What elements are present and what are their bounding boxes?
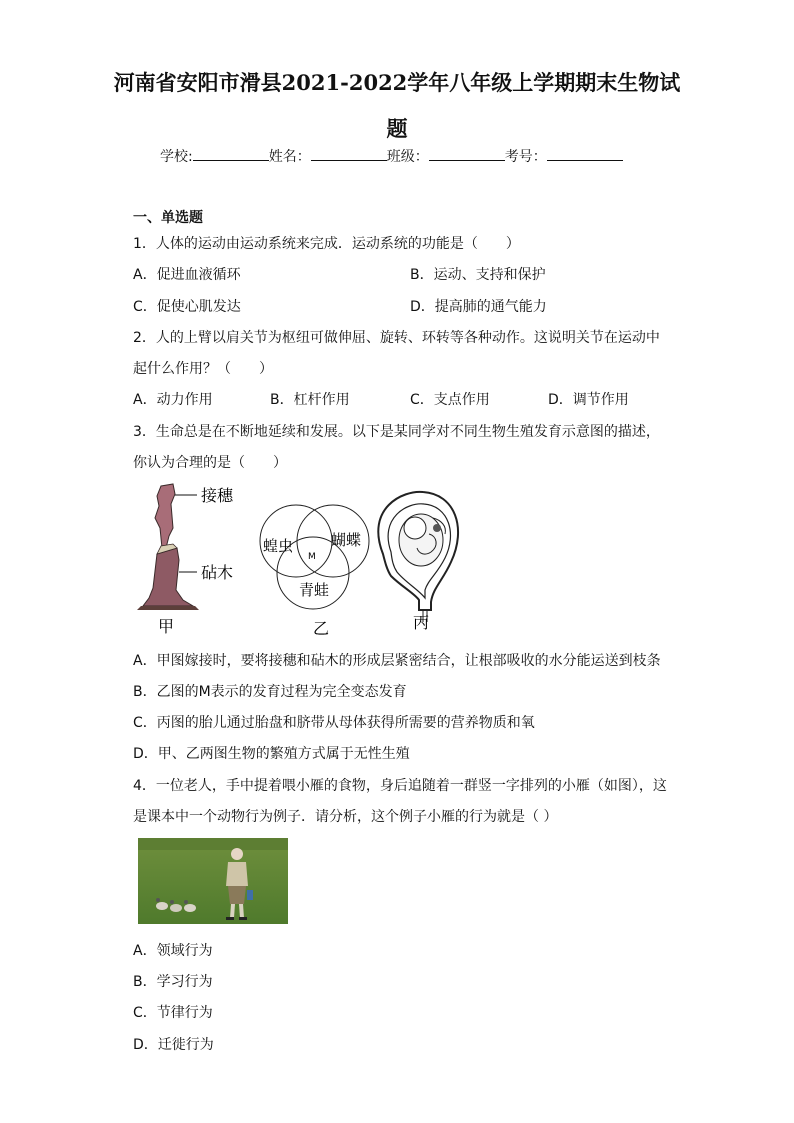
q4-option-c: C．节律行为 xyxy=(133,1005,213,1021)
stock-label: 砧木 xyxy=(201,563,234,582)
q1-stem: 1．人体的运动由运动系统来完成．运动系统的功能是（ ） xyxy=(133,236,520,252)
q2-option-c: C．支点作用 xyxy=(410,392,490,408)
name-blank xyxy=(311,146,387,161)
q4-option-a: A．领域行为 xyxy=(133,943,213,959)
id-label: 考号： xyxy=(504,149,547,165)
q3-figure xyxy=(133,478,463,640)
school-blank xyxy=(193,146,269,161)
q2-option-b: B．杠杆作用 xyxy=(270,392,350,408)
q3-option-c: C．丙图的胎儿通过胎盘和脐带从母体获得所需要的营养物质和氧 xyxy=(133,715,535,731)
q4-option-b: B．学习行为 xyxy=(133,974,213,990)
q3-option-b: B．乙图的M表示的发育过程为完全变态发育 xyxy=(133,684,407,700)
q2-option-d: D．调节作用 xyxy=(548,392,629,408)
venn-label-m: M xyxy=(308,552,316,562)
section-title: 一、单选题 xyxy=(133,210,203,226)
q2-stem-line1: 2．人的上臂以肩关节为枢纽可做伸屈、旋转、环转等各种动作。这说明关节在运动中 xyxy=(133,330,660,346)
figure-label-jia: 甲 xyxy=(158,617,175,636)
venn-label-frog: 青蛙 xyxy=(299,581,330,599)
class-blank xyxy=(429,146,505,161)
document-title-line2: 题 xyxy=(386,116,408,141)
figure-label-bing: 丙 xyxy=(413,613,430,632)
q4-stem-line1: 4．一位老人，手中提着喂小雁的食物，身后追随着一群竖一字排列的小雁（如图），这 xyxy=(133,778,667,794)
q3-option-a: A．甲图嫁接时，要将接穗和砧木的形成层紧密结合，让根部吸收的水分能运送到枝条 xyxy=(133,653,661,669)
figure-label-yi: 乙 xyxy=(313,619,330,638)
name-label: 姓名： xyxy=(268,149,311,165)
q2-stem-line2: 起什么作用？（ ） xyxy=(133,361,273,377)
q1-option-d: D．提高肺的通气能力 xyxy=(410,299,547,315)
q3-stem-line1: 3．生命总是在不断地延续和发展。以下是某同学对不同生物生殖发育示意图的描述， xyxy=(133,424,660,440)
student-info-line xyxy=(160,146,623,166)
school-label: 学校: xyxy=(160,149,193,165)
scion-label: 接穗 xyxy=(201,486,234,505)
venn-label-butterfly: 蝴蝶 xyxy=(331,531,362,549)
q2-option-a: A．动力作用 xyxy=(133,392,213,408)
q4-option-d: D．迁徙行为 xyxy=(133,1037,214,1053)
document-title-line1: 河南省安阳市滑县2021-2022学年八年级上学期期末生物试 xyxy=(113,70,681,95)
q1-option-c: C．促使心肌发达 xyxy=(133,299,241,315)
q3-option-d: D．甲、乙两图生物的繁殖方式属于无性生殖 xyxy=(133,746,410,762)
q3-stem-line2: 你认为合理的是（ ） xyxy=(133,455,287,471)
uterus-fetus-illustration xyxy=(378,492,458,622)
class-label: 班级： xyxy=(386,149,429,165)
q4-photo-old-man-and-geese xyxy=(138,838,288,924)
grafting-illustration xyxy=(137,484,199,610)
q1-option-a: A．促进血液循环 xyxy=(133,267,241,283)
id-blank xyxy=(547,146,623,161)
q1-option-b: B．运动、支持和保护 xyxy=(410,267,546,283)
q4-stem-line2: 是课本中一个动物行为例子．请分析，这个例子小雁的行为就是（ ） xyxy=(133,809,558,825)
venn-label-locust: 蝗虫 xyxy=(263,537,294,555)
